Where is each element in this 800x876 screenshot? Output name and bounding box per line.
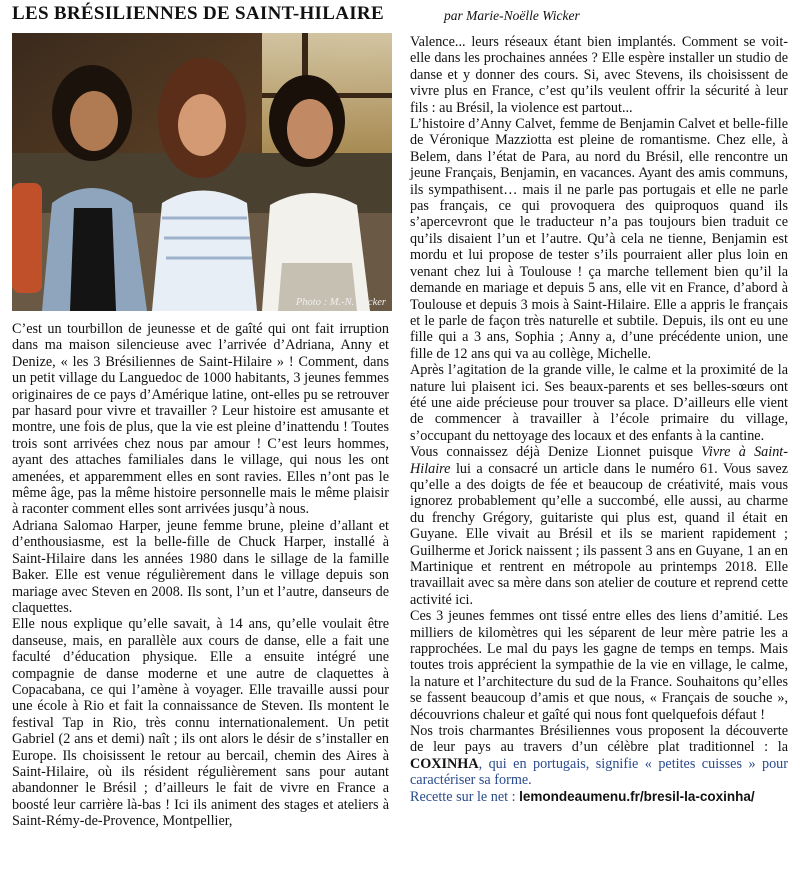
- article-photo: [12, 33, 392, 311]
- denize-text-end: lui a consacré un article dans le numéro 61. Vous savez qu’elle a des doigts de fée et beaucoup de créativité, mais vous ignorez probablement qu’elle a succombé, elle aussi, au charme du frenchy Grégory, guitariste qui plus est, quand il était en Guyane. Elle vivait au Brésil et ils se marient rapidement ; Guilherme et Jorick naissent ; ils passent 3 ans en Guyane, 1 an en Martinique et rentrent en métropole au printemps 2018. Elle travaillait avec sa mère dans son atelier de couture et reprend cette activité ici.: [410, 460, 788, 608]
- author-byline: par Marie-Noëlle Wicker: [444, 8, 580, 23]
- paragraph-anny: L’histoire d’Anny Calvet, femme de Benjamin Calvet et belle-fille de Véronique Mazziotta est pleine de romantisme. Chez elle, à Belem, dans l’état de Para, au nord du Brésil, elle rencontre un jeune Français, Benjamin, en vacances. Ayant des amis communs, ils sympathisent… mais il ne parle pas portugais et elle ne parle pas français, ce qui provoquera des quiproquos quand ils s’apercevront que le traducteur n’a pas toujours bien traduit ce qu’ils disaient l’un et l’autre. Qu’à cela ne tienne, Benjamin est mordu et lui propose de tester s’ils pourraient aller plus loin en venant chez lui à Toulouse ! ça marche tellement bien qu’il la demande en mariage et depuis 5 ans, elle vit en France, d’abord à Toulouse et depuis 3 mois à Saint-Hilaire. Elle a appris le français et le parle de façon très naturelle et subtile. Depuis, ils ont eu une fille qui a 3 ans, Sophia ; Anny a, d’une précédente union, une fille de 12 ans qui va au collège, Michelle.: [410, 116, 788, 362]
- paragraph-denize: [410, 444, 788, 608]
- coxinha-word: COXINHA: [410, 755, 479, 772]
- magazine-title: Vivre à Saint-Hilaire: [410, 444, 788, 477]
- paragraph-friendship: Ces 3 jeunes femmes ont tissé entre elles des liens d’amitié. Les milliers de kilomètres qui les séparent de leur mère patrie les a rapprochées. Le mal du pays les gagne de temps en temps. Mais toutes trois apprécient la sympathie de la vie en village, le calme, la nature et l’architecture du sud de la France. Souhaitons qu’elles se fassent beaucoup d’amis et que nous, « Français de souche », découvrions chaleur et gaîté qui nous font quelquefois défaut !: [410, 608, 788, 723]
- paragraph-anny-life: Après l’agitation de la grande ville, le calme et la proximité de la nature lui plaisent ici. Ses beaux-parents et ses belles-sœurs ont été une aide précieuse pour trouver sa place. D’ailleurs elle vient de commencer à travailler à l’école primaire du village, s’occupant du nettoyage des locaux et des enfants à la cantine.: [410, 362, 788, 444]
- coxinha-text-end: , qui en portugais, signifie « petites cuisses » pour caractériser sa forme.: [410, 755, 788, 789]
- right-column: [410, 34, 788, 805]
- denize-text-start: Vous connaissez déjà Denize Lionnet puisque: [410, 444, 702, 461]
- photo-illustration: [12, 33, 392, 311]
- paragraph-adriana-career: Elle nous explique qu’elle savait, à 14 ans, qu’elle voulait être danseuse, mais, en parallèle aux cours de danse, elle a fait une faculté d’éducation physique. Elle a ensuite intégré une compagnie de danse moderne et une autre de claquettes à Copacabana, ce qui l’amène à voyager. Elle travaille aussi pour une école à Rio et fait la connaissance de Steven. Ils montent le festival Tap in Rio, très connu internationalement. Un petit Gabriel (2 ans et demi) naît ; ils ont alors le désir de s’installer en Europe. Ils choisissent le retour au bercail, chemin des Aires à Saint-Hilaire, où ils résident régulièrement sans pour autant abandonner le Brésil ; d’ailleurs le fait de vivre en France a boosté leur carrière là-bas ! Ici ils animent des stages et ateliers à Saint-Rémy-de-Provence, Montpellier,: [12, 616, 389, 830]
- recipe-line: [410, 789, 788, 805]
- left-column: [12, 321, 389, 830]
- coxinha-text-start: Nos trois charmantes Brésiliennes vous proposent la découverte de leur pays au travers d’un célèbre plat traditionnel : la: [410, 723, 788, 756]
- paragraph-intro: C’est un tourbillon de jeunesse et de gaîté qui ont fait irruption dans ma maison silencieuse avec l’arrivée d’Adriana, Anny et Denize, « les 3 Brésiliennes de Saint-Hilaire » ! Comment, dans un petit village du Languedoc de 1000 habitants, 3 jeunes femmes originaires de ce pays d’Amérique latine, ont-elles pu se retrouver par hasard pour vivre et travailler ? Leur histoire est amusante et montre, une fois de plus, que la vie est pleine d’inattendu ! Toutes trois sont arrivées chez nous par amour ! C’est leurs hommes, ayant des attaches familiales dans le village, qui nous les ont amenées, et apparemment elles en sont ravies. Elles n’ont pas le même âge, pas la même histoire personnelle mais le même plaisir à raconter comment elles sont arrivées jusqu’à nous.: [12, 321, 389, 518]
- paragraph-adriana: Adriana Salomao Harper, jeune femme brune, pleine d’allant et d’enthousiasme, est la belle-fille de Chuck Harper, installé à Saint-Hilaire dans les années 1980 dans le sillage de la famille Baker. Elle est venue régulièrement dans le village depuis son mariage avec Steven en 2008. Ils sont, l’un et l’autre, danseurs de claquettes.: [12, 517, 389, 616]
- paragraph-coxinha: [410, 723, 788, 789]
- recipe-label: Recette sur le net :: [410, 788, 520, 805]
- article-title: LES BRÉSILIENNES DE SAINT-HILAIRE: [12, 3, 384, 24]
- recipe-link[interactable]: lemondeaumenu.fr/bresil-la-coxinha/: [519, 788, 755, 804]
- paragraph-adriana-continued: Valence... leurs réseaux étant bien implantés. Comment se voit-elle dans les prochaines années ? Elle espère installer un studio de danse et y donner des cours. Si, avec Stevens, ils choisissent de vivre plus en France, c’est qu’ils veulent offrir la sécurité à leur fils : au Brésil, la violence est partout...: [410, 34, 788, 116]
- photo-credit: Photo : M.-N. Wicker: [295, 297, 386, 308]
